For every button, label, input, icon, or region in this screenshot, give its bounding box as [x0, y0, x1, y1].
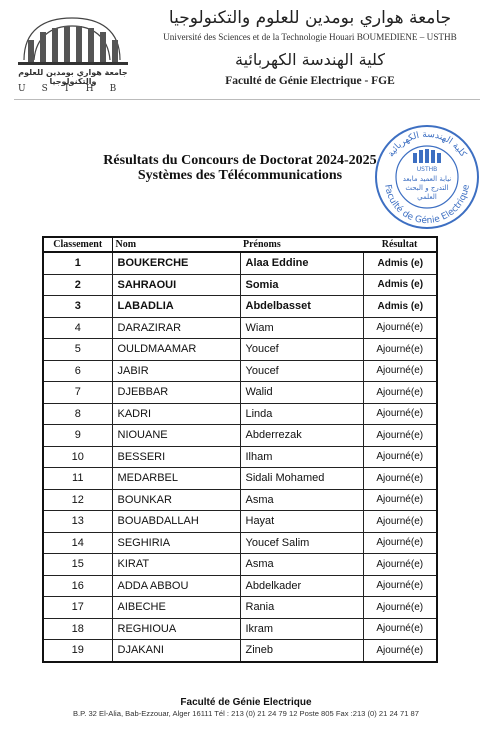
prenom-cell: Sidali Mohamed	[240, 468, 363, 490]
resultat-cell: Ajourné(e)	[363, 489, 437, 511]
table-row	[43, 403, 437, 425]
footer-faculty: Faculté de Génie Electrique	[180, 697, 312, 708]
resultat-cell: Ajourné(e)	[363, 597, 437, 619]
rank-cell: 3	[43, 296, 112, 318]
prenom-cell: Asma	[240, 554, 363, 576]
rank-cell: 7	[43, 382, 112, 404]
resultat-cell: Admis (e)	[363, 252, 437, 274]
prenom-cell: Youcef	[240, 360, 363, 382]
nom-cell: AIBECHE	[112, 597, 240, 619]
prenom-cell: Ikram	[240, 618, 363, 640]
resultat-cell: Ajourné(e)	[363, 468, 437, 490]
stamp-center-line1: نيابة العميد مابعد	[402, 175, 452, 183]
resultat-cell: Ajourné(e)	[363, 360, 437, 382]
prenom-cell: Wiam	[240, 317, 363, 339]
resultat-cell: Ajourné(e)	[363, 618, 437, 640]
rank-cell: 14	[43, 532, 112, 554]
rank-cell: 15	[43, 554, 112, 576]
table-row	[43, 597, 437, 619]
table-row	[43, 339, 437, 361]
resultat-cell: Ajourné(e)	[363, 511, 437, 533]
nom-cell: NIOUANE	[112, 425, 240, 447]
results-table	[42, 236, 438, 663]
table-row	[43, 532, 437, 554]
prenom-cell: Asma	[240, 489, 363, 511]
rank-cell: 11	[43, 468, 112, 490]
header-divider	[14, 99, 480, 100]
prenom-cell: Alaa Eddine	[240, 252, 363, 274]
table-row	[43, 446, 437, 468]
prenom-cell: Somia	[240, 274, 363, 296]
resultat-cell: Ajourné(e)	[363, 554, 437, 576]
nom-cell: MEDARBEL	[112, 468, 240, 490]
header-prenoms: Prénoms	[240, 237, 363, 252]
stamp-seal	[373, 123, 481, 231]
resultat-cell: Ajourné(e)	[363, 339, 437, 361]
stamp-bottom-text: Faculté de Génie Electrique	[382, 183, 472, 227]
table-row	[43, 425, 437, 447]
table-row	[43, 252, 437, 274]
resultat-cell: Admis (e)	[363, 296, 437, 318]
header-nom: Nom	[112, 237, 240, 252]
table-row	[43, 317, 437, 339]
university-name-arabic: جامعة هواري بومدين للعلوم والتكنولوجيا	[168, 8, 452, 28]
rank-cell: 19	[43, 640, 112, 662]
document-subtitle: Systèmes des Télécommunications	[137, 168, 343, 183]
rank-cell: 4	[43, 317, 112, 339]
table-row	[43, 296, 437, 318]
nom-cell: DJAKANI	[112, 640, 240, 662]
faculty-name-arabic: كلية الهندسة الكهربائية	[235, 50, 385, 69]
table-row	[43, 274, 437, 296]
rank-cell: 2	[43, 274, 112, 296]
rank-cell: 17	[43, 597, 112, 619]
nom-cell: BOUKERCHE	[112, 252, 240, 274]
prenom-cell: Zineb	[240, 640, 363, 662]
header-resultat: Résultat	[363, 237, 437, 252]
rank-cell: 8	[43, 403, 112, 425]
resultat-cell: Ajourné(e)	[363, 532, 437, 554]
resultat-cell: Ajourné(e)	[363, 446, 437, 468]
prenom-cell: Abderrezak	[240, 425, 363, 447]
table-row	[43, 511, 437, 533]
table-row	[43, 575, 437, 597]
document-title: Résultats du Concours de Doctorat 2024-2025	[103, 153, 377, 168]
nom-cell: KIRAT	[112, 554, 240, 576]
stamp-center-letters: USTHB	[416, 166, 438, 173]
resultat-cell: Admis (e)	[363, 274, 437, 296]
usthb-logo	[14, 10, 132, 98]
resultat-cell: Ajourné(e)	[363, 403, 437, 425]
rank-cell: 13	[43, 511, 112, 533]
rank-cell: 1	[43, 252, 112, 274]
table-header-row	[43, 237, 437, 252]
table-row	[43, 489, 437, 511]
prenom-cell: Youcef	[240, 339, 363, 361]
nom-cell: KADRI	[112, 403, 240, 425]
prenom-cell: Rania	[240, 597, 363, 619]
table-row	[43, 382, 437, 404]
nom-cell: REGHIOUA	[112, 618, 240, 640]
faculty-stamp	[373, 123, 481, 231]
nom-cell: ADDA ABBOU	[112, 575, 240, 597]
rank-cell: 6	[43, 360, 112, 382]
prenom-cell: Ilham	[240, 446, 363, 468]
rank-cell: 10	[43, 446, 112, 468]
rank-cell: 16	[43, 575, 112, 597]
resultat-cell: Ajourné(e)	[363, 382, 437, 404]
logo-arabic-name: جامعة هواري بومدين للعلوم والتكنولوجيا	[18, 68, 128, 86]
table-row	[43, 468, 437, 490]
table-row	[43, 618, 437, 640]
stamp-center-line3: العلمي	[417, 193, 437, 201]
nom-cell: BOUABDALLAH	[112, 511, 240, 533]
nom-cell: OULDMAAMAR	[112, 339, 240, 361]
resultat-cell: Ajourné(e)	[363, 575, 437, 597]
stamp-top-text: كلية الهندسة الكهربائية	[386, 129, 468, 159]
nom-cell: LABADLIA	[112, 296, 240, 318]
nom-cell: BESSERI	[112, 446, 240, 468]
rank-cell: 5	[43, 339, 112, 361]
faculty-name-french: Faculté de Génie Electrique - FGE	[225, 75, 395, 87]
resultat-cell: Ajourné(e)	[363, 640, 437, 662]
table-row	[43, 360, 437, 382]
prenom-cell: Abdelbasset	[240, 296, 363, 318]
rank-cell: 9	[43, 425, 112, 447]
nom-cell: DJEBBAR	[112, 382, 240, 404]
table-row	[43, 554, 437, 576]
resultat-cell: Ajourné(e)	[363, 425, 437, 447]
nom-cell: DARAZIRAR	[112, 317, 240, 339]
footer-address: B.P. 32 El-Alia, Bab-Ezzouar, Alger 16111 Tél : 213 (0) 21 24 79 12 Poste 805 Fax :213 (0) 21 24 71 87	[72, 709, 420, 718]
stamp-center-line2: التدرج و البحث	[405, 184, 449, 192]
prenom-cell: Abdelkader	[240, 575, 363, 597]
resultat-cell: Ajourné(e)	[363, 317, 437, 339]
prenom-cell: Youcef Salim	[240, 532, 363, 554]
rank-cell: 18	[43, 618, 112, 640]
nom-cell: BOUNKAR	[112, 489, 240, 511]
header-classement: Classement	[43, 237, 112, 252]
prenom-cell: Hayat	[240, 511, 363, 533]
nom-cell: JABIR	[112, 360, 240, 382]
table-row	[43, 640, 437, 662]
usthb-logo-graphic	[14, 10, 132, 68]
prenom-cell: Walid	[240, 382, 363, 404]
nom-cell: SEGHIRIA	[112, 532, 240, 554]
rank-cell: 12	[43, 489, 112, 511]
prenom-cell: Linda	[240, 403, 363, 425]
nom-cell: SAHRAOUI	[112, 274, 240, 296]
university-name-french: Université des Sciences et de la Technologie Houari BOUMEDIENE – USTHB	[163, 32, 457, 42]
logo-letters: USTHB	[18, 84, 133, 94]
